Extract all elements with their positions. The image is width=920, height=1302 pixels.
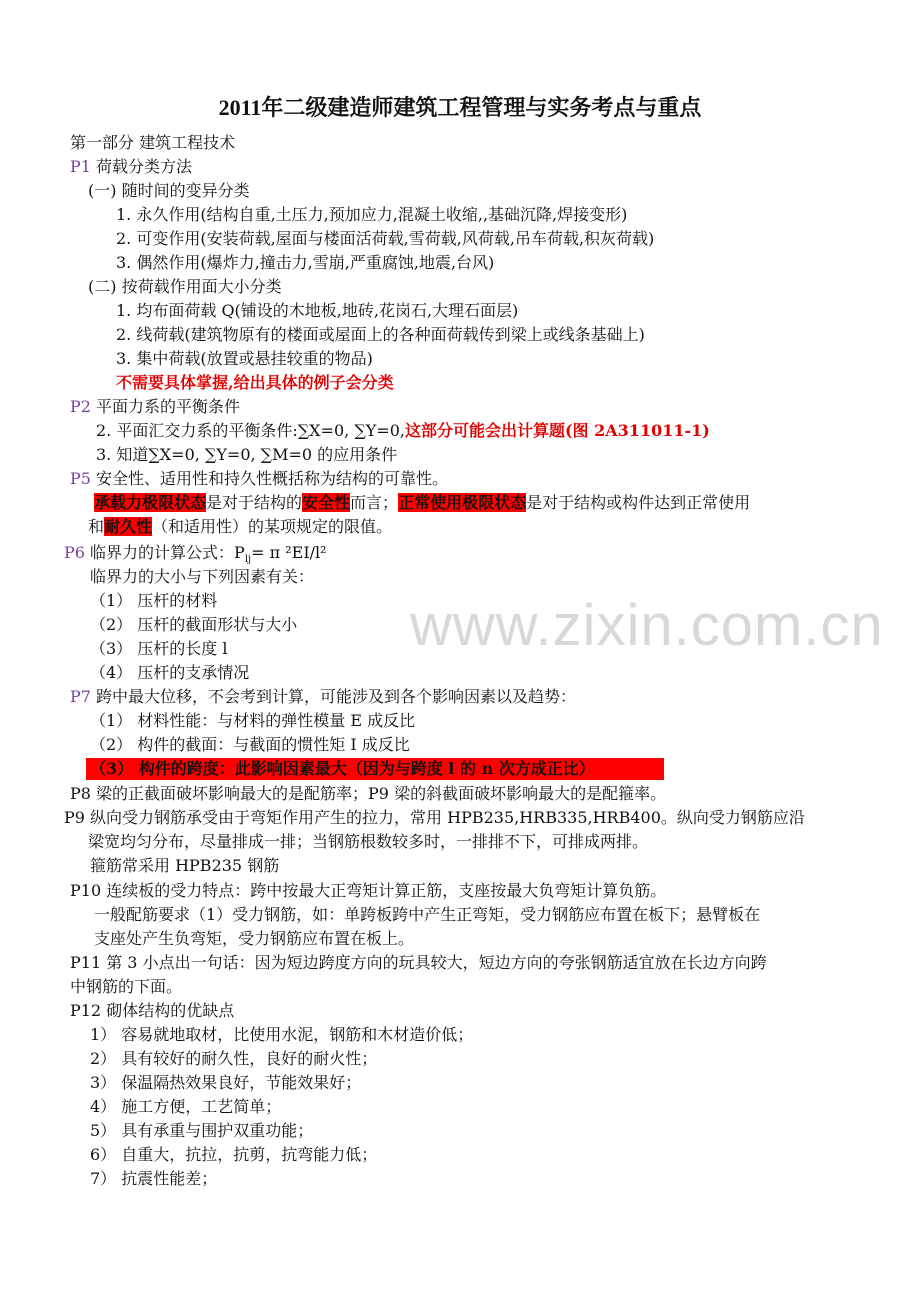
- text-run: （和适用性）的某项规定的限值。: [152, 517, 393, 536]
- red-note: 这部分可能会出计算题(图 2A311011-1): [404, 421, 710, 440]
- list-item: 7） 抗震性能差；: [90, 1169, 218, 1188]
- red-note: 不需要具体掌握,给出具体的例子会分类: [116, 373, 394, 392]
- paragraph: P12 砌体结构的优缺点: [70, 1001, 235, 1020]
- list-item: 1. 均布面荷载 Q(铺设的木地板,地砖,花岗石,大理石面层): [116, 301, 519, 320]
- section-text: 安全性、适用性和持久性概括称为结构的可靠性。: [90, 469, 449, 488]
- list-item: 6） 自重大，抗拉，抗剪，抗弯能力低；: [90, 1145, 378, 1164]
- paragraph: P10 连续板的受力特点：跨中按最大正弯矩计算正筋，支座按最大负弯矩计算负筋。: [70, 881, 667, 900]
- list-item: （2） 压杆的截面形状与大小: [90, 615, 298, 634]
- highlight-term: 正常使用极限状态: [398, 493, 527, 512]
- paragraph: [94, 492, 750, 514]
- list-item: 2. 可变作用(安装荷载,屋面与楼面活荷载,雪荷载,风荷载,吊车荷载,积灰荷载): [116, 229, 655, 248]
- part-heading: 第一部分 建筑工程技术: [70, 133, 236, 152]
- subscript: lj: [244, 554, 252, 566]
- text-run: 和: [88, 517, 105, 536]
- text-run: 是对于结构的: [206, 493, 303, 512]
- list-item: [96, 420, 710, 442]
- text-run: 是对于结构或构件达到正常使用: [526, 493, 751, 512]
- watermark: www.zixin.com.cn: [410, 593, 884, 658]
- text-run: 而言；: [350, 493, 399, 512]
- highlight-term: 耐久性: [104, 517, 153, 536]
- paragraph: 一般配筋要求（1）受力钢筋，如：单跨板跨中产生正弯矩，受力钢筋应布置在板下；悬臂板在: [94, 905, 761, 924]
- paragraph: P9 纵向受力钢筋承受由于弯矩作用产生的拉力，常用 HPB235,HRB335,HRB400。纵向受力钢筋应沿: [64, 808, 805, 827]
- list-item: 2） 具有较好的耐久性，良好的耐火性；: [90, 1049, 378, 1068]
- page-label: P6: [64, 543, 85, 562]
- paragraph: [88, 516, 392, 538]
- page-label: P5: [70, 469, 91, 488]
- section-p7: [70, 686, 576, 708]
- section-p6: [64, 542, 327, 564]
- list-item: 5） 具有承重与围护双重功能；: [90, 1121, 314, 1140]
- paragraph: 箍筋常采用 HPB235 钢筋: [90, 856, 280, 875]
- page-label: P7: [70, 687, 91, 706]
- formula: = π ²EI/l²: [251, 543, 327, 562]
- list-item: （2） 构件的截面：与截面的惯性矩 I 成反比: [90, 735, 410, 754]
- list-item: 4） 施工方便，工艺简单；: [90, 1097, 282, 1116]
- list-item: （4） 压杆的支承情况: [90, 663, 250, 682]
- page-label: P1: [70, 157, 91, 176]
- list-item: （3） 压杆的长度 l: [90, 639, 228, 658]
- list-item: （1） 材料性能：与材料的弹性模量 E 成反比: [90, 711, 416, 730]
- highlight-term: 安全性: [302, 493, 351, 512]
- section-text: 平面力系的平衡条件: [90, 397, 241, 416]
- list-item: 3. 集中荷载(放置或悬挂较重的物品): [116, 349, 373, 368]
- section-text: 荷载分类方法: [90, 157, 193, 176]
- section-text: 临界力的计算公式：P: [84, 543, 245, 562]
- page-label: P2: [70, 397, 91, 416]
- list-item: 1. 永久作用(结构自重,土压力,预加应力,混凝土收缩,,基础沉降,焊接变形): [116, 205, 628, 224]
- paragraph: 中钢筋的下面。: [70, 977, 183, 996]
- equation-text: 2. 平面汇交力系的平衡条件:∑X=0, ∑Y=0,: [96, 421, 405, 440]
- list-item: 3. 偶然作用(爆炸力,撞击力,雪崩,严重腐蚀,地震,台风): [116, 253, 495, 272]
- subheading: (二) 按荷载作用面大小分类: [88, 277, 282, 296]
- document-title: 2011年二级建造师建筑工程管理与实务考点与重点: [218, 95, 702, 120]
- paragraph: 梁宽均匀分布，尽量排成一排；当钢筋根数较多时，一排排不下，可排成两排。: [88, 832, 649, 851]
- paragraph: P11 第 3 小点出一句话：因为短边跨度方向的玩具较大，短边方向的夸张钢筋适宜放在长边方向跨: [70, 953, 767, 972]
- section-p5: [70, 468, 448, 490]
- section-p2: [70, 396, 240, 418]
- section-text: 跨中最大位移，不会考到计算，可能涉及到各个影响因素以及趋势：: [90, 687, 577, 706]
- section-p1: [70, 156, 192, 178]
- highlight-term: 承载力极限状态: [94, 493, 207, 512]
- paragraph: 支座处产生负弯矩，受力钢筋应布置在板上。: [94, 929, 415, 948]
- highlighted-list-item: （3） 构件的跨度：此影响因素最大（因为与跨度 l 的 n 次方成正比）: [86, 758, 664, 780]
- list-item: （1） 压杆的材料: [90, 591, 218, 610]
- paragraph: 临界力的大小与下列因素有关：: [90, 567, 315, 586]
- list-item: 1） 容易就地取材，比使用水泥，钢筋和木材造价低；: [90, 1025, 474, 1044]
- paragraph: P8 梁的正截面破坏影响最大的是配筋率；P9 梁的斜截面破坏影响最大的是配箍率。: [70, 784, 667, 803]
- list-item: 3） 保温隔热效果良好，节能效果好；: [90, 1073, 362, 1092]
- list-item: 2. 线荷载(建筑物原有的楼面或屋面上的各种面荷载传到梁上或线条基础上): [116, 325, 645, 344]
- list-item: 3. 知道∑X=0, ∑Y=0, ∑M=0 的应用条件: [96, 445, 398, 464]
- subheading: (一) 随时间的变异分类: [88, 181, 250, 200]
